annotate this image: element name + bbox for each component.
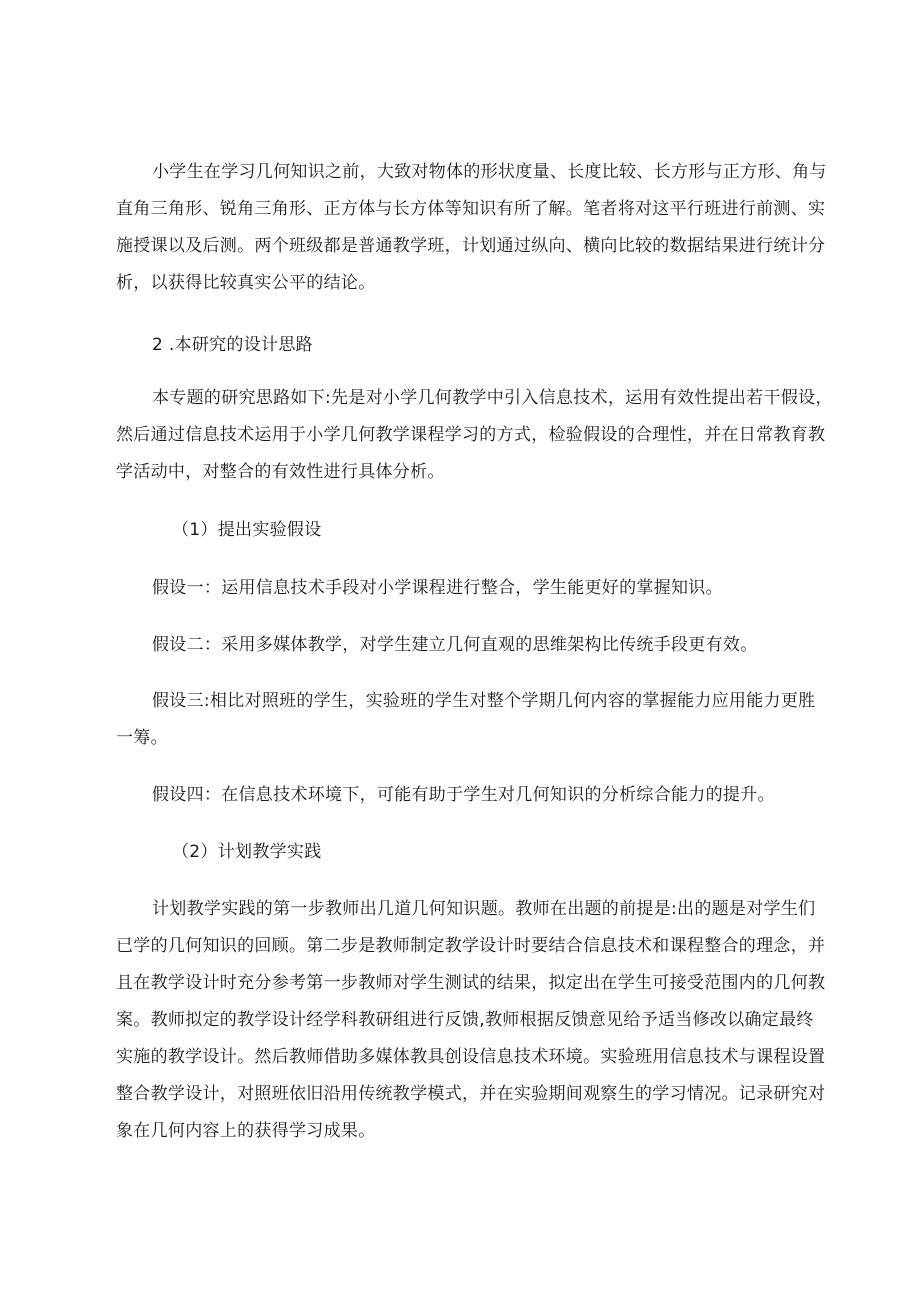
subheading-teaching-plan-text: （2）计划教学实践	[172, 842, 322, 862]
hypothesis-2-text: 假设二：采用多媒体教学，对学生建立几何直观的思维架构比传统手段更有效。	[152, 635, 758, 655]
hypothesis-1	[152, 572, 723, 604]
hypothesis-4-text: 假设四：在信息技术环境下，可能有助于学生对几何知识的分析综合能力的提升。	[152, 785, 775, 805]
research-line-3: 学活动中，对整合的有效性进行具体分析。	[116, 462, 445, 482]
subheading-hypotheses-text: （1）提出实验假设	[172, 520, 322, 540]
research-approach-paragraph	[116, 382, 833, 488]
hypothesis-3-line-1: 假设三:相比对照班的学生，实验班的学生对整个学期几何内容的掌握能力应用能力更胜	[152, 691, 816, 711]
hypothesis-2	[152, 629, 758, 661]
research-line-2: 然后通过信息技术运用于小学几何教学课程学习的方式，检验假设的合理性，并在日常教育教	[116, 425, 826, 445]
practice-line-4: 案。教师拟定的教学设计经学科教研组进行反馈,教师根据反馈意见给予适当修改以确定最终	[116, 1010, 814, 1030]
subheading-hypotheses	[172, 514, 322, 546]
teaching-practice-paragraph	[116, 893, 826, 1147]
hypothesis-3-line-2: 一筹。	[116, 728, 168, 748]
intro-line-1: 小学生在学习几何知识之前，大致对物体的形状度量、长度比较、长方形与正方形、角与	[152, 162, 827, 182]
intro-line-3: 施授课以及后测。两个班级都是普通教学班，计划通过纵向、横向比较的数据结果进行统计分	[116, 236, 826, 256]
section-heading-2	[152, 329, 313, 361]
practice-line-7: 象在几何内容上的获得学习成果。	[116, 1121, 376, 1141]
intro-paragraph	[116, 156, 827, 299]
practice-line-1: 计划教学实践的第一步教师出几道几何知识题。教师在出题的前提是:出的题是对学生们	[152, 899, 816, 919]
intro-line-4: 析，以获得比较真实公平的结论。	[116, 273, 376, 293]
practice-line-2: 已学的几何知识的回顾。第二步是教师制定教学设计时要结合信息技术和课程整合的理念，并	[116, 936, 826, 956]
practice-line-6: 整合教学设计，对照班依旧沿用传统教学模式，并在实验期间观察生的学习情况。记录研究对	[116, 1084, 826, 1104]
intro-line-2: 直角三角形、锐角三角形、正方体与长方体等知识有所了解。笔者将对这平行班进行前测、实	[116, 199, 826, 219]
subheading-teaching-plan	[172, 836, 322, 868]
hypothesis-3	[116, 685, 816, 754]
practice-line-5: 实施的教学设计。然后教师借助多媒体教具创设信息技术环境。实验班用信息技术与课程设置	[116, 1047, 826, 1067]
hypothesis-1-text: 假设一：运用信息技术手段对小学课程进行整合，学生能更好的掌握知识。	[152, 578, 723, 598]
section-heading-2-text: 2 .本研究的设计思路	[152, 335, 313, 355]
hypothesis-4	[152, 779, 775, 811]
research-line-1: 本专题的研究思路如下:先是对小学几何教学中引入信息技术，运用有效性提出若干假设，	[152, 388, 833, 408]
practice-line-3: 且在教学设计时充分参考第一步教师对学生测试的结果，拟定出在学生可接受范围内的几何教	[116, 973, 826, 993]
